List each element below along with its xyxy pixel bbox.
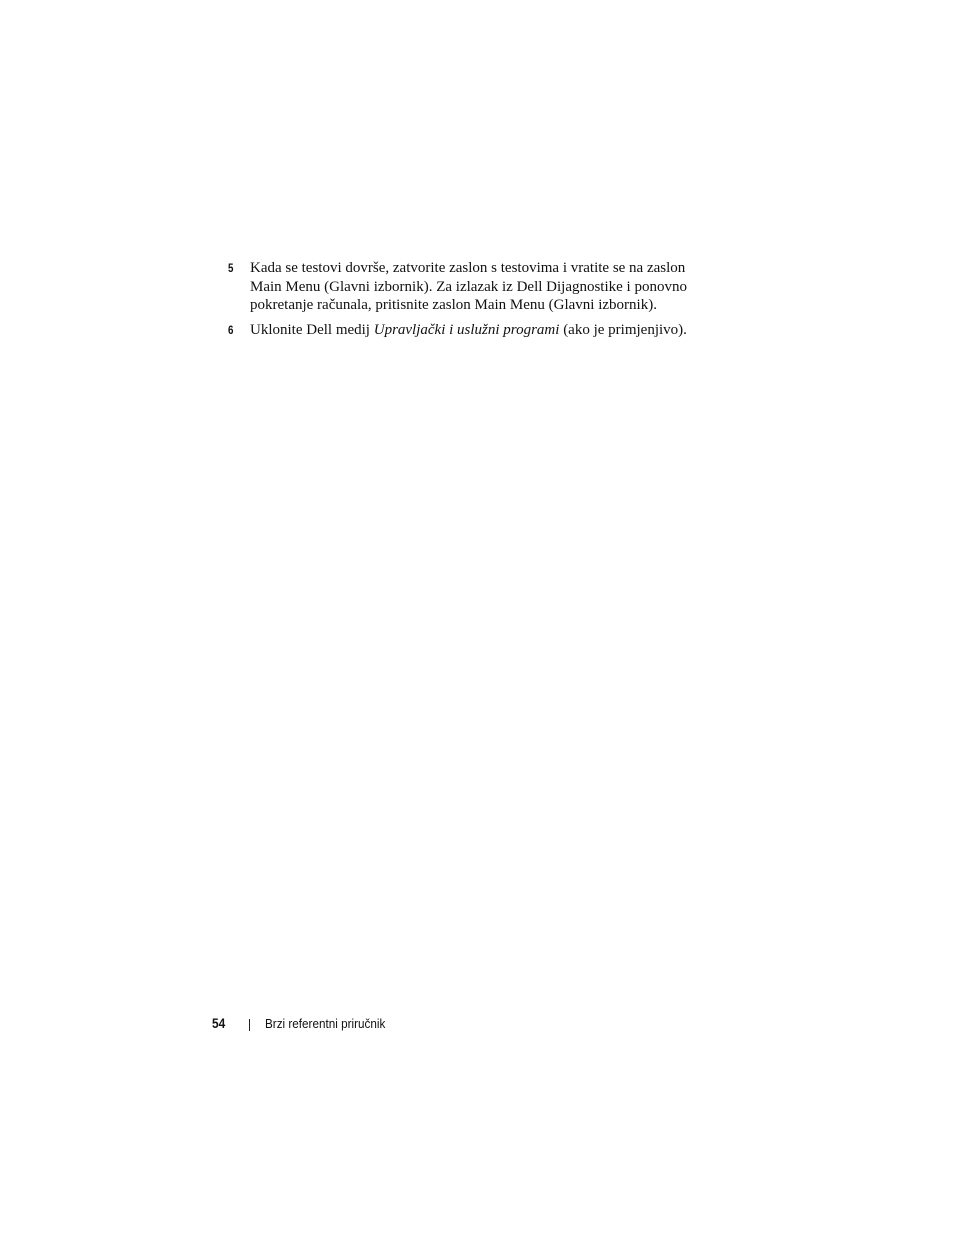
step-line: pokretanje računala, pritisnite zaslon Main Menu (Glavni izbornik). <box>250 297 657 313</box>
step-number: 5 <box>228 263 234 275</box>
media-name: Upravljački i uslužni programi <box>373 321 560 338</box>
footer-divider <box>249 1019 250 1031</box>
step-text-plain: Uklonite Dell medij <box>250 321 374 338</box>
step-text <box>250 259 698 315</box>
steps-list <box>228 259 698 345</box>
step-line: Kada se testovi dovrše, zatvorite zaslon s testovima i vratite se na zaslon <box>250 260 686 276</box>
footer-title: Brzi referentni priručnik <box>265 1016 386 1031</box>
step-item <box>228 259 698 315</box>
page-number: 54 <box>212 1015 226 1031</box>
step-text <box>250 321 698 340</box>
step-text-plain: (ako je primjenjivo). <box>559 321 687 338</box>
step-number: 6 <box>228 324 234 337</box>
step-line: Main Menu (Glavni izbornik). Za izlazak iz Dell Dijagnostike i ponovno <box>250 278 687 295</box>
step-item <box>228 321 698 340</box>
